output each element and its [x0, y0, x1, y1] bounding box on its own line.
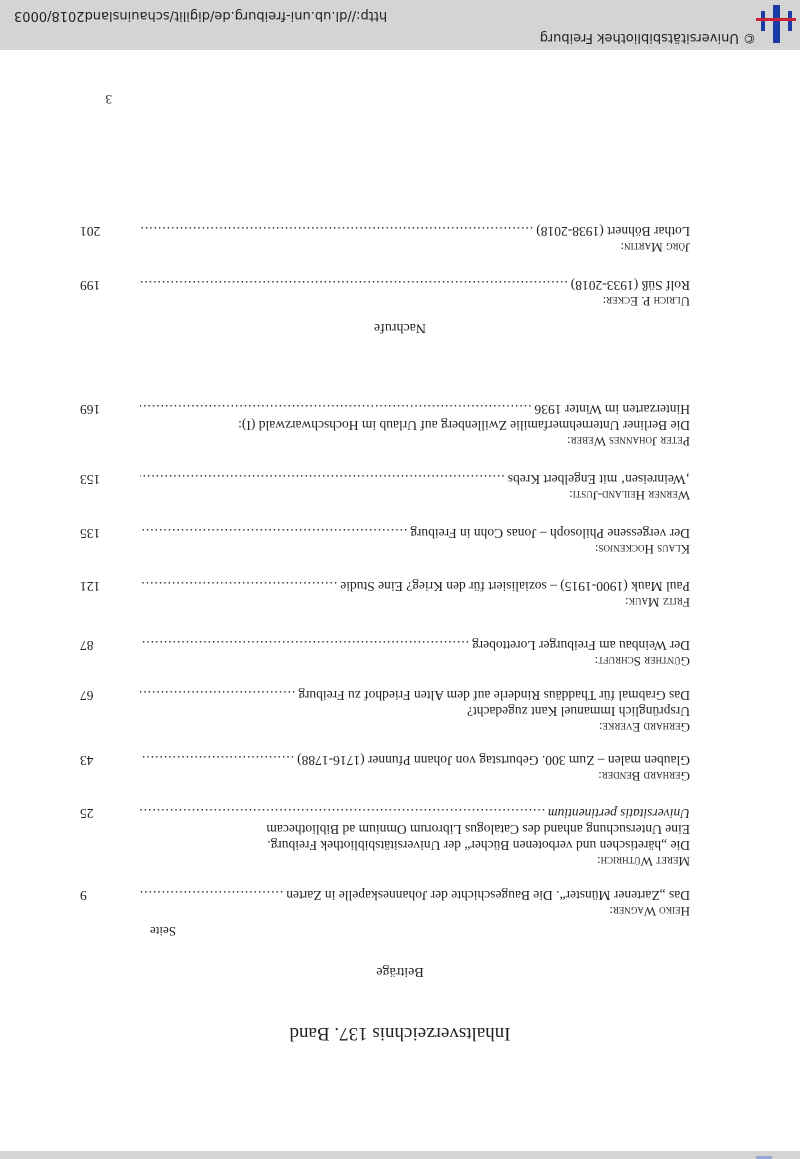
page-url[interactable]: http://dl.ub.uni-freiburg.de/digilit/schauinsland2018/0003	[14, 8, 388, 23]
entry-page: 25	[80, 806, 94, 821]
entry-author: Peter Johannes Weber:	[567, 434, 690, 449]
entry-title-line: Der Weinbau am Freiburger Lorettoberg .....	[140, 637, 690, 653]
entry-page: 201	[80, 224, 101, 239]
university-library-logo-icon	[756, 3, 796, 43]
toc-entry	[80, 805, 690, 869]
footer-bar	[0, 0, 800, 50]
entry-page: 153	[80, 472, 101, 487]
entry-title-line: Lothar Böhnert (1938-2018) .....	[140, 223, 690, 239]
entry-author: Ulrich P. Ecker:	[602, 294, 690, 309]
column-label-seite: Seite	[150, 924, 176, 939]
entry-title-line: Die „häretischen und verbotenen Bücher“ der Universitätsbibliothek Freiburg.	[267, 838, 690, 853]
entry-title-line: Das „Zartener Münster“. Die Baugeschichte der Johanneskapelle in Zarten .....	[140, 887, 690, 903]
top-strip	[0, 1151, 800, 1159]
toc-entry	[80, 637, 690, 669]
toc-entry	[80, 525, 690, 557]
entry-page: 43	[80, 753, 94, 768]
entry-author: Gerhard Everke:	[598, 720, 690, 735]
entry-title-line: Universitatis pertinentium .....	[140, 805, 690, 821]
entry-title-line: Der vergessene Philosoph – Jonas Cohn in Freiburg .....	[140, 525, 690, 541]
entry-author: Werner Heiland-Justi:	[569, 488, 690, 503]
toc-entry	[80, 471, 690, 503]
section-heading-nachrufe: Nachrufe	[373, 320, 427, 335]
entry-author: Günther Schruft:	[594, 654, 690, 669]
toc-entry	[80, 887, 690, 919]
entry-author: Heiko Wagner:	[609, 904, 690, 919]
entry-title-line: ‚Weinreisen‘ mit Engelbert Krebs .....	[140, 471, 690, 487]
entry-author: Klaus Hockenjos:	[594, 542, 690, 557]
entry-page: 87	[80, 638, 94, 653]
toc-entry	[80, 401, 690, 449]
toc-entry	[80, 578, 690, 610]
entry-page: 121	[80, 579, 101, 594]
entry-title-line: Eine Untersuchung anhand des Catalogus Librorum Omnium ad Bibliothecam	[266, 822, 690, 837]
entry-page: 9	[80, 888, 87, 903]
entry-title-line: Das Grabmal für Thaddäus Rinderle auf dem Alten Friedhof zu Freiburg .....	[140, 687, 690, 703]
toc-title: Inhaltsverzeichnis 137. Band	[289, 1023, 511, 1044]
entry-title-line: Ursprünglich Immanuel Kant zugedacht?	[466, 704, 690, 719]
copyright-text: © Universitätsbibliothek Freiburg	[539, 30, 756, 45]
entry-page: 67	[80, 688, 94, 703]
toc-entry	[80, 687, 690, 735]
obituary-entry	[80, 277, 690, 309]
entry-author: Meret Wüthrich:	[597, 854, 690, 869]
entry-author: Fritz Mauk:	[624, 595, 690, 610]
obituary-entry	[80, 223, 690, 255]
entry-title-line: Rolf Süß (1933-2018) .....	[140, 277, 690, 293]
entry-title-line: Glauben malen – Zum 300. Geburtstag von Johann Pfunner (1716-1788) .....	[140, 752, 690, 768]
entry-title-line: Die Berliner Unternehmerfamilie Zwillenberg auf Urlaub im Hochschwarzwald (I):	[238, 418, 690, 433]
entry-author: Jörg Martin:	[620, 240, 690, 255]
entry-author: Gerhard Bender:	[598, 769, 690, 784]
toc-entry	[80, 752, 690, 784]
entry-title-line: Paul Mauk (1900-1915) – sozialisiert für den Krieg? Eine Studie .....	[140, 578, 690, 594]
section-heading-beitraege: Beiträge	[376, 964, 424, 979]
entry-page: 169	[80, 402, 101, 417]
entry-page: 199	[80, 278, 101, 293]
entry-title-line: Hinterzarten im Winter 1936 .....	[140, 401, 690, 417]
entry-page: 135	[80, 526, 101, 541]
page-folio: 3	[105, 92, 112, 107]
